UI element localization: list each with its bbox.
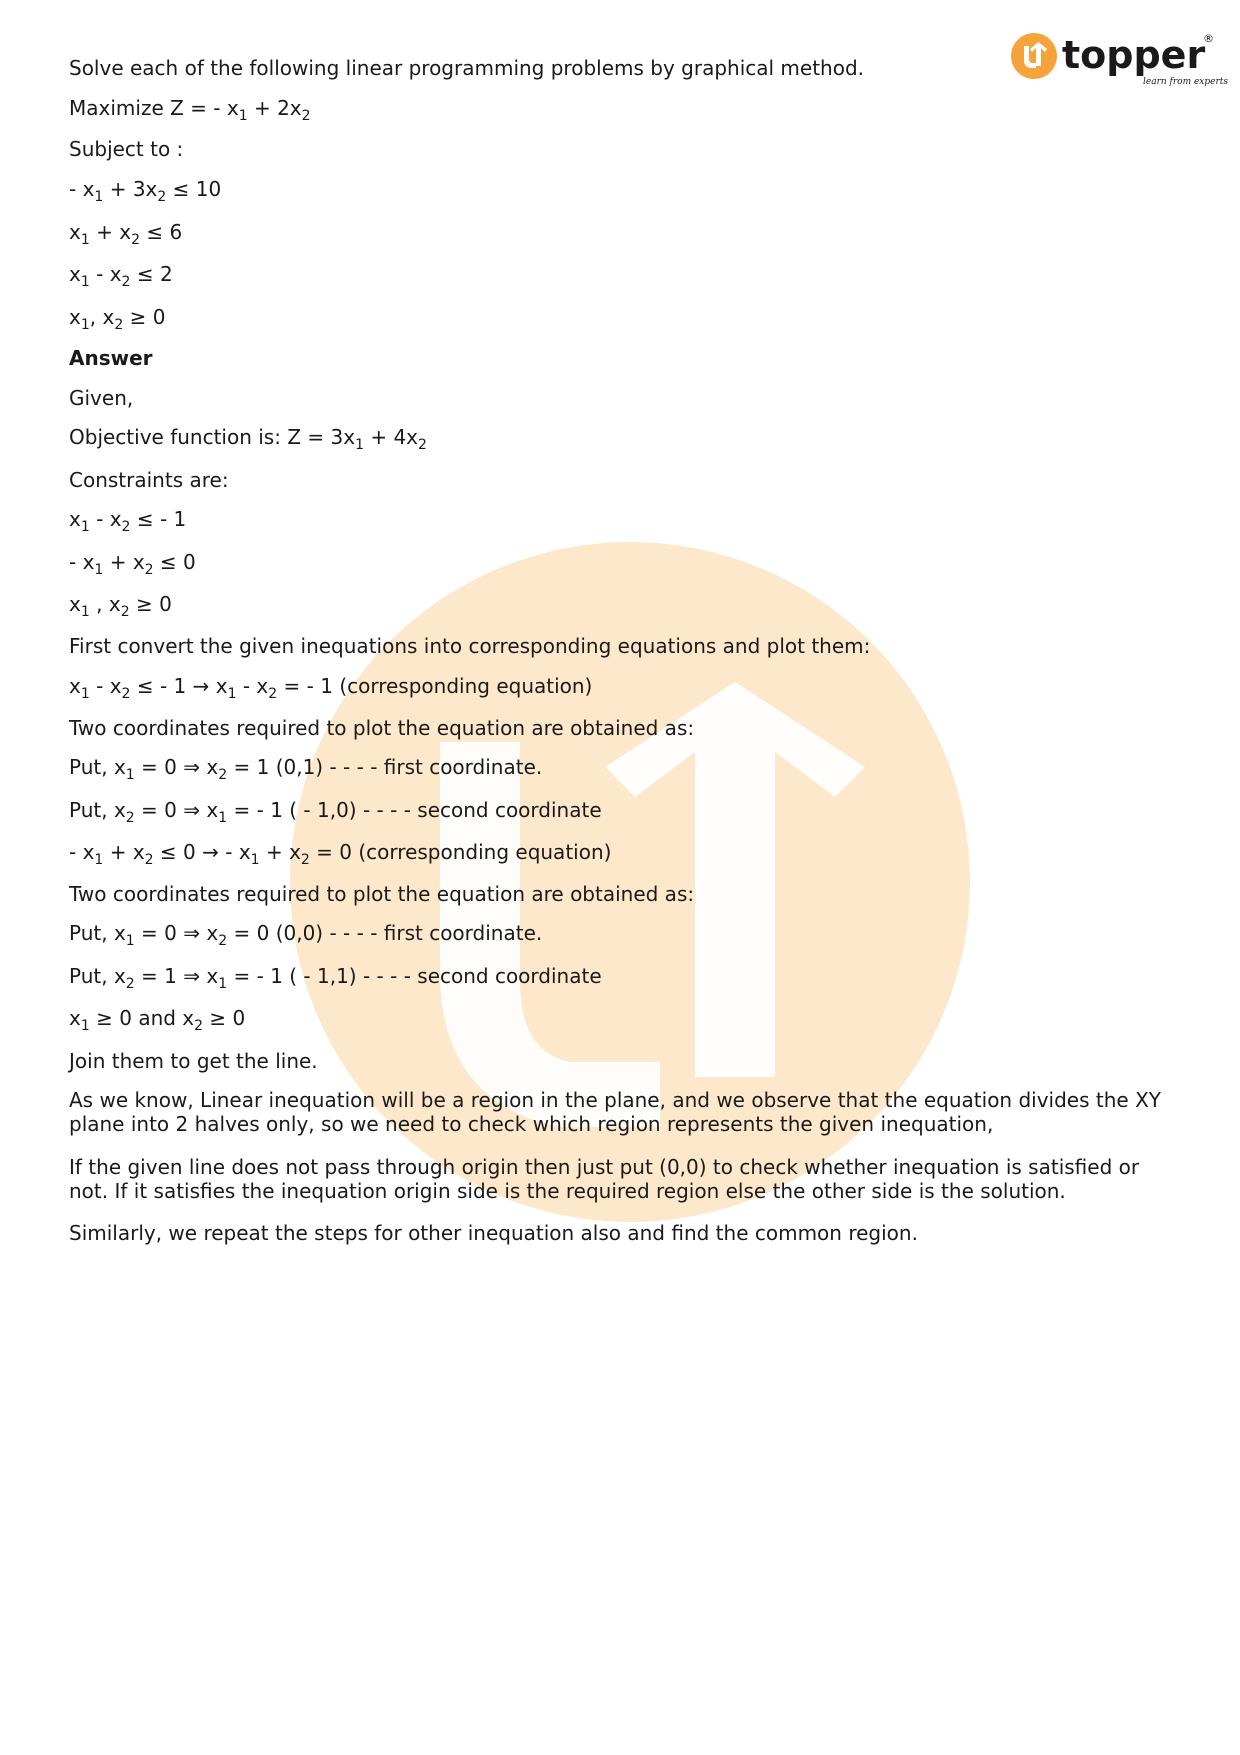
- question-constraint-1: - $x_1 + 3x_2 \le 10$: [69, 177, 222, 205]
- svg-text:topper: topper: [1062, 33, 1206, 77]
- answer-objective: Objective function is: $Z = 3x_1 + 4x_2$: [69, 425, 427, 453]
- svg-text:learn from experts: learn from experts: [1143, 77, 1229, 87]
- coordinate-4: Put, $x_2 = 1$ ⇒ $x_1$ = - 1 ( - 1,1) - - - - second coordinate: [69, 964, 602, 992]
- answer-heading: Answer: [69, 346, 153, 370]
- question-objective: Maximize Z = - $x_1 + 2x_2$: [69, 96, 311, 124]
- question-constraint-3: $x_1 - x_2 \le 2$: [69, 262, 173, 290]
- corresponding-equation-2: - $x_1 + x_2 \le 0$ → - $x_1 + x_2 = 0$ (corresponding equation): [69, 840, 612, 868]
- answer-given: Given,: [69, 386, 134, 410]
- coordinate-3: Put, $x_1 = 0$ ⇒ $x_2 = 0$ (0,0) - - - - first coordinate.: [69, 921, 543, 949]
- paragraph-common-region: Similarly, we repeat the steps for other inequation also and find the common region.: [69, 1221, 918, 1245]
- join-line-text: Join them to get the line.: [69, 1049, 318, 1073]
- answer-constraint-3: $x_1$ , $x_2 \ge 0$: [69, 592, 172, 620]
- non-negativity: $x_1 \ge 0$ and $x_2 \ge 0$: [69, 1006, 246, 1034]
- coordinate-2: Put, $x_2 = 0$ ⇒ $x_1$ = - 1 ( - 1,0) - - - - second coordinate: [69, 798, 602, 826]
- paragraph-origin-check: If the given line does not pass through origin then just put (0,0) to check whether inequation is satisfied or not. If it satisfies the inequation origin side is the required region else the other side is the solution.: [69, 1155, 1140, 1203]
- svg-text:®: ®: [1203, 32, 1214, 45]
- question-intro: Solve each of the following linear programming problems by graphical method.: [69, 56, 865, 80]
- convert-instruction: First convert the given inequations into corresponding equations and plot them:: [69, 634, 871, 658]
- paragraph-regions: As we know, Linear inequation will be a region in the plane, and we observe that the equation divides the XY plane into 2 halves only, so we need to check which region represents the given inequation,: [69, 1088, 1161, 1136]
- two-coordinates-text-1: Two coordinates required to plot the equation are obtained as:: [69, 716, 695, 740]
- answer-constraint-1: $x_1 - x_2$ ≤ - 1: [69, 507, 187, 535]
- question-constraint-4: $x_1$, $x_2 \ge 0$: [69, 305, 166, 333]
- two-coordinates-text-2: Two coordinates required to plot the equation are obtained as:: [69, 882, 695, 906]
- constraints-label: Constraints are:: [69, 468, 229, 492]
- corresponding-equation-1: $x_1 - x_2$ ≤ - $1 \to x_1 - x_2$ = - 1 (corresponding equation): [69, 674, 593, 702]
- topper-logo: [1010, 28, 1229, 94]
- coordinate-1: Put, $x_1 = 0$ ⇒ $x_2 = 1$ (0,1) - - - - first coordinate.: [69, 755, 543, 783]
- subject-to-label: Subject to :: [69, 137, 184, 161]
- answer-constraint-2: - $x_1 + x_2 \le 0$: [69, 550, 196, 578]
- question-constraint-2: $x_1 + x_2 \le 6$: [69, 220, 183, 248]
